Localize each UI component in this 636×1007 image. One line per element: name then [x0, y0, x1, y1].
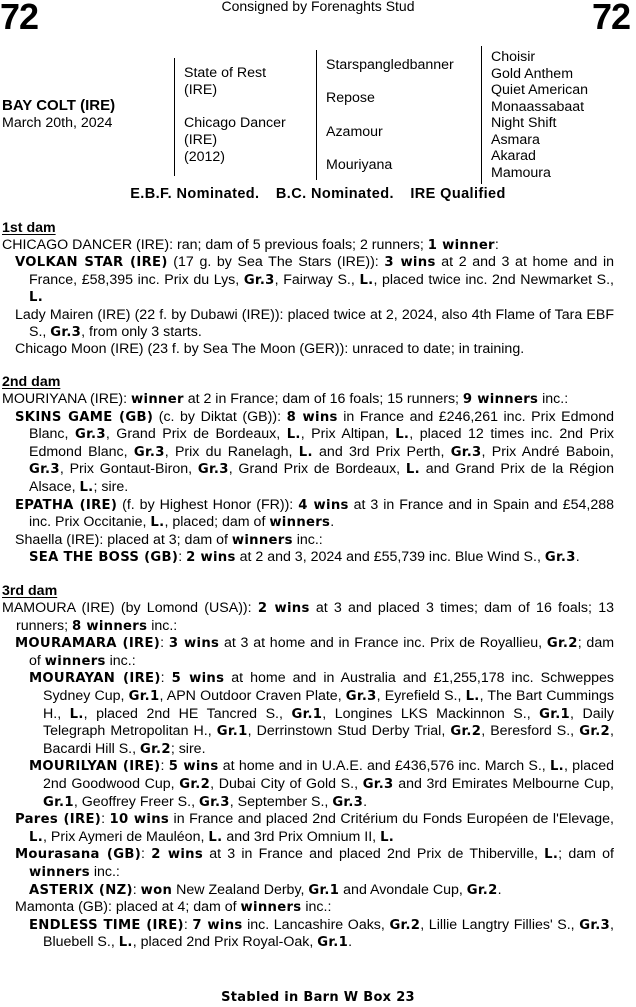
bold-text: VOLKAN STAR (IRE): [15, 255, 168, 271]
progeny-entry: [2, 670, 614, 758]
progeny-entry: [2, 532, 614, 550]
bold-text: winners: [231, 532, 293, 548]
text: inc.:: [292, 531, 323, 548]
pedigree-great-grandparent: Akarad: [491, 148, 536, 164]
text: :: [178, 549, 187, 566]
bold-text: Gr.3: [197, 462, 229, 478]
text: , placed 2nd Prix Royal-Oak,: [132, 934, 318, 951]
text: inc.:: [147, 617, 178, 634]
text: :: [160, 635, 169, 652]
bold-text: winners: [269, 515, 331, 531]
bold-text: Gr.2: [466, 882, 498, 898]
catalogue-pages: [2, 220, 614, 952]
text: , Prix Altipan,: [300, 426, 396, 443]
text: , Prix Gontaut-Biron,: [59, 461, 198, 478]
bold-text: MOURAMARA (IRE): [15, 636, 161, 652]
pedigree-sire-line2: (IRE): [184, 82, 218, 98]
progeny-entry: [2, 549, 614, 567]
section-heading: 3rd dam: [2, 583, 58, 600]
text: .: [363, 793, 368, 810]
pedigree-great-grandparent: Choisir: [491, 49, 536, 65]
text: , September S.,: [229, 793, 333, 810]
bold-text: L.: [69, 706, 84, 722]
text: :: [160, 758, 169, 775]
bold-text: 3 wins: [384, 255, 436, 271]
bold-text: Gr.1: [308, 882, 340, 898]
text: at 3 in France and in Spain and £54,288 inc. Prix Occitanie,: [29, 496, 614, 531]
text: , placed 2nd Goodwood Cup,: [43, 758, 614, 792]
bold-text: Mourasana (GB): [15, 847, 142, 863]
text: , APN Outdoor Craven Plate,: [159, 688, 346, 705]
text: , from only 3 starts.: [81, 323, 202, 340]
bold-text: L.: [465, 689, 480, 705]
text: :: [141, 846, 152, 863]
bold-text: Gr.2: [579, 724, 611, 740]
bold-text: ENDLESS TIME (IRE): [29, 917, 184, 933]
progeny-entry: [2, 899, 614, 917]
text: inc. Lancashire Oaks,: [242, 916, 390, 933]
bold-text: SEA THE BOSS (GB): [29, 550, 179, 566]
bold-text: Gr.3: [362, 777, 394, 792]
lot-number-left: 72: [0, 0, 39, 37]
text: , Daily Telegraph Metropolitan H.,: [43, 705, 615, 740]
text: , Fairway S.,: [274, 271, 360, 288]
bold-text: 9 winners: [462, 391, 539, 407]
text: , placed twice inc. 2nd Newmarket S.,: [373, 271, 615, 288]
text: MAMOURA (IRE) (by Lomond (USA)):: [2, 600, 258, 617]
horse-info: [2, 98, 115, 131]
text: Mamonta (GB): placed at 4; dam of: [15, 899, 241, 916]
bold-text: Gr.3: [332, 794, 364, 810]
text: in France and placed 2nd Critérium du Fonds Européen de l'Elevage,: [169, 811, 614, 828]
text: inc.:: [105, 652, 136, 669]
bold-text: L.: [79, 479, 94, 495]
text: at home and in U.A.E. and £436,576 inc. March S.,: [218, 758, 550, 775]
bold-text: Gr.2: [179, 777, 211, 792]
progeny-entry: [2, 882, 614, 900]
bold-text: Gr.3: [579, 917, 611, 933]
bold-text: Gr.1: [317, 935, 349, 951]
text: , Beresford S.,: [481, 723, 580, 740]
text: :: [101, 811, 110, 828]
text: (f. by Highest Honor (FR)):: [117, 496, 299, 513]
consignor-text: Consigned by Forenaghts Stud: [221, 0, 415, 14]
bold-text: won: [140, 882, 173, 898]
text: .: [575, 549, 580, 566]
bold-text: winner: [131, 391, 184, 407]
bold-text: L.: [150, 515, 165, 531]
pedigree-grandparent: Azamour: [326, 124, 383, 140]
pedigree-great-grandparents: [481, 46, 636, 184]
bold-text: Gr.3: [345, 689, 377, 705]
text: , Bacardi Hill S.,: [43, 723, 614, 757]
text: CHICAGO DANCER (IRE): ran; dam of 5 previous foals; 2 runners;: [2, 236, 428, 253]
bold-text: 10 wins: [109, 812, 170, 828]
progeny-entry: [2, 635, 614, 670]
text: ; dam of: [558, 846, 615, 863]
bold-text: EPATHA (IRE): [15, 497, 118, 513]
progeny-entry: [2, 254, 614, 307]
text: , Prix Aymeri de Mauléon,: [43, 828, 209, 845]
text: :: [183, 916, 193, 933]
bold-text: 5 wins: [168, 759, 219, 775]
text: .: [330, 514, 335, 531]
progeny-entry: [2, 811, 614, 846]
text: ; sire.: [170, 740, 206, 757]
text: and 3rd Emirates Melbourne Cup,: [393, 776, 615, 792]
bold-text: L.: [544, 847, 559, 863]
progeny-entry: [2, 758, 614, 811]
bold-text: winners: [240, 900, 302, 916]
text: :: [132, 881, 141, 898]
bold-text: Gr.2: [450, 724, 482, 740]
bold-text: Gr.3: [74, 427, 106, 443]
bold-text: L.: [395, 427, 410, 443]
pedigree-grandparent: Repose: [326, 90, 375, 106]
bold-text: Gr.2: [546, 636, 578, 652]
bold-text: Gr.1: [43, 794, 74, 810]
bold-text: 5 wins: [171, 671, 225, 687]
pedigree-sire-line1: State of Rest: [184, 65, 267, 81]
text: inc.:: [301, 899, 332, 916]
bold-text: Gr.1: [216, 724, 248, 740]
text: :: [494, 236, 499, 253]
bold-text: L.: [208, 829, 223, 845]
bold-text: MOURAYAN (IRE): [29, 671, 161, 687]
bold-text: Gr.3: [29, 462, 60, 478]
dam-entry: [2, 237, 614, 255]
bold-text: L.: [118, 935, 133, 951]
text: at 3 at home and in France inc. Prix de Royallieu,: [219, 635, 547, 652]
text: , Prix André Baboin,: [481, 443, 614, 460]
bold-text: winners: [44, 653, 106, 669]
pedigree-great-grandparent: Asmara: [491, 131, 540, 148]
text: , placed 12 times inc. 2nd Prix Edmond Blanc,: [29, 426, 614, 460]
bold-text: Gr.3: [198, 794, 230, 810]
text: (c. by Diktat (GB)):: [153, 408, 287, 425]
bold-text: ASTERIX (NZ): [29, 882, 133, 898]
bold-text: 2 wins: [186, 550, 236, 566]
stabling-footer: Stabled in Barn W Box 23: [221, 990, 415, 1005]
bold-text: L.: [405, 462, 420, 478]
bold-text: 8 winners: [72, 618, 148, 634]
progeny-entry: [2, 846, 614, 881]
foaling-date: March 20th, 2024: [2, 114, 113, 131]
bold-text: L.: [359, 272, 374, 288]
text: ; sire.: [93, 478, 129, 495]
text: New Zealand Derby,: [172, 881, 309, 898]
pedigree-great-grandparent: Mamoura: [491, 164, 551, 181]
bold-text: winners: [29, 864, 90, 880]
text: (17 g. by Sea The Stars (IRE)):: [167, 254, 385, 271]
text: and Grand Prix de la Région Alsace,: [29, 461, 614, 495]
bold-text: L.: [29, 829, 44, 845]
bold-text: Pares (IRE): [15, 812, 102, 828]
text: Chicago Moon (IRE) (23 f. by Sea The Moon (GER)): unraced to date; in training.: [15, 341, 525, 358]
dam-entry: [2, 391, 614, 409]
text: , Lillie Langtry Fillies' S.,: [420, 916, 580, 933]
text: :: [160, 670, 172, 687]
section-heading: 1st dam: [2, 220, 56, 236]
text: , Longines LKS Mackinnon S.,: [322, 705, 540, 722]
section-spacer: [2, 567, 614, 584]
text: , Prix du Ranelagh,: [164, 443, 299, 460]
bold-text: 7 wins: [192, 917, 243, 933]
bold-text: SKINS GAME (GB): [15, 409, 154, 425]
pedigree-dam-line2: (IRE): [184, 132, 218, 148]
pedigree-dam-line1: Chicago Dancer: [184, 115, 286, 131]
progeny-entry: [2, 341, 614, 358]
horse-name: BAY COLT (IRE): [2, 97, 116, 114]
bold-text: L.: [549, 759, 564, 775]
progeny-entry: [2, 307, 614, 341]
bc-nomination: B.C. Nominated.: [275, 186, 394, 202]
text: MOURIYANA (IRE):: [2, 390, 132, 407]
ire-qualification: IRE Qualified: [410, 186, 506, 202]
progeny-entry: [2, 497, 614, 532]
lot-number-right: 72: [591, 0, 630, 37]
pedigree-grandparent: Mouriyana: [326, 157, 393, 173]
bold-text: Gr.3: [544, 550, 576, 566]
text: , Geoffrey Freer S.,: [73, 793, 199, 810]
text: .: [497, 881, 502, 898]
bold-text: 2 wins: [151, 847, 203, 863]
text: Shaella (IRE): placed at 3; dam of: [15, 531, 232, 548]
text: at 3 and placed 3 times; dam of 16 foals; 13 runners;: [16, 600, 614, 634]
pedigree-parents: [174, 58, 313, 176]
bold-text: L.: [286, 427, 301, 443]
text: , Grand Prix de Bordeaux,: [105, 426, 287, 443]
bold-text: Gr.1: [539, 706, 571, 722]
text: , placed; dam of: [164, 514, 270, 531]
progeny-entry: [2, 917, 614, 952]
text: and 3rd Prix Perth,: [312, 443, 451, 460]
bold-text: Gr.3: [50, 324, 82, 340]
text: at 3 in France and placed 2nd Prix de Thiberville,: [203, 846, 545, 863]
bold-text: 3 wins: [168, 636, 220, 652]
bold-text: Gr.3: [243, 272, 275, 288]
bold-text: L.: [29, 290, 44, 306]
pedigree-grandparent: Starspangledbanner: [326, 57, 454, 73]
bold-text: Gr.2: [389, 917, 421, 933]
text: at 2 in France; dam of 16 foals; 15 runners;: [183, 390, 463, 407]
pedigree-great-grandparent: Gold Anthem: [491, 65, 574, 82]
text: , Eyrefield S.,: [376, 688, 466, 705]
bold-text: 8 wins: [286, 409, 338, 425]
section-heading: 2nd dam: [2, 374, 61, 391]
bold-text: MOURILYAN (IRE): [29, 759, 161, 775]
text: and Avondale Cup,: [339, 881, 467, 898]
text: , The Bart Cummings H.,: [43, 688, 614, 722]
pedigree-great-grandparent: Quiet American: [491, 82, 588, 98]
text: , Grand Prix de Bordeaux,: [228, 461, 406, 478]
dam-entry: [2, 600, 614, 635]
pedigree-dam-line3: (2012): [184, 149, 226, 165]
ebf-nomination: E.B.F. Nominated.: [130, 186, 260, 202]
pedigree-great-grandparent: Night Shift: [491, 115, 557, 131]
pedigree-grandparents: [316, 50, 489, 180]
text: , Dubai City of Gold S.,: [210, 776, 363, 792]
text: , placed 2nd HE Tancred S.,: [83, 705, 292, 722]
bold-text: L.: [298, 444, 313, 460]
text: inc.:: [89, 863, 120, 880]
bold-text: Gr.2: [139, 741, 171, 757]
text: Lady Mairen (IRE) (22 f. by Dubawi (IRE)): placed twice at 2, 2024, also 4th Flame of Tara EBF S.,: [15, 306, 614, 340]
bold-text: Gr.1: [128, 689, 160, 705]
text: at 2 and 3 at home and in France, £58,395 inc. Prix du Lys,: [29, 254, 614, 288]
text: , Bluebell S.,: [43, 916, 614, 951]
text: in France and £246,261 inc. Prix Edmond Blanc,: [29, 408, 614, 443]
text: and 3rd Prix Omnium II,: [222, 828, 381, 845]
progeny-entry: [2, 409, 614, 497]
nominations-line: [0, 186, 636, 203]
bold-text: Gr.3: [450, 444, 482, 460]
bold-text: L.: [380, 829, 395, 845]
text: ; dam of: [29, 635, 615, 669]
text: at 2 and 3, 2024 and £55,739 inc. Blue Wind S.,: [235, 549, 545, 566]
bold-text: Gr.1: [291, 706, 323, 722]
text: inc.:: [538, 390, 569, 407]
text: .: [348, 934, 353, 951]
bold-text: 1 winner: [427, 237, 495, 253]
pedigree-great-grandparent: Monaassabaat: [491, 98, 585, 115]
bold-text: 4 wins: [298, 497, 349, 513]
bold-text: Gr.3: [133, 444, 165, 460]
text: , Derrinstown Stud Derby Trial,: [247, 723, 451, 740]
bold-text: 2 wins: [257, 601, 310, 617]
text: at home and in Australia and £1,255,178 inc. Schweppes Sydney Cup,: [43, 670, 614, 705]
section-spacer: [2, 358, 614, 375]
